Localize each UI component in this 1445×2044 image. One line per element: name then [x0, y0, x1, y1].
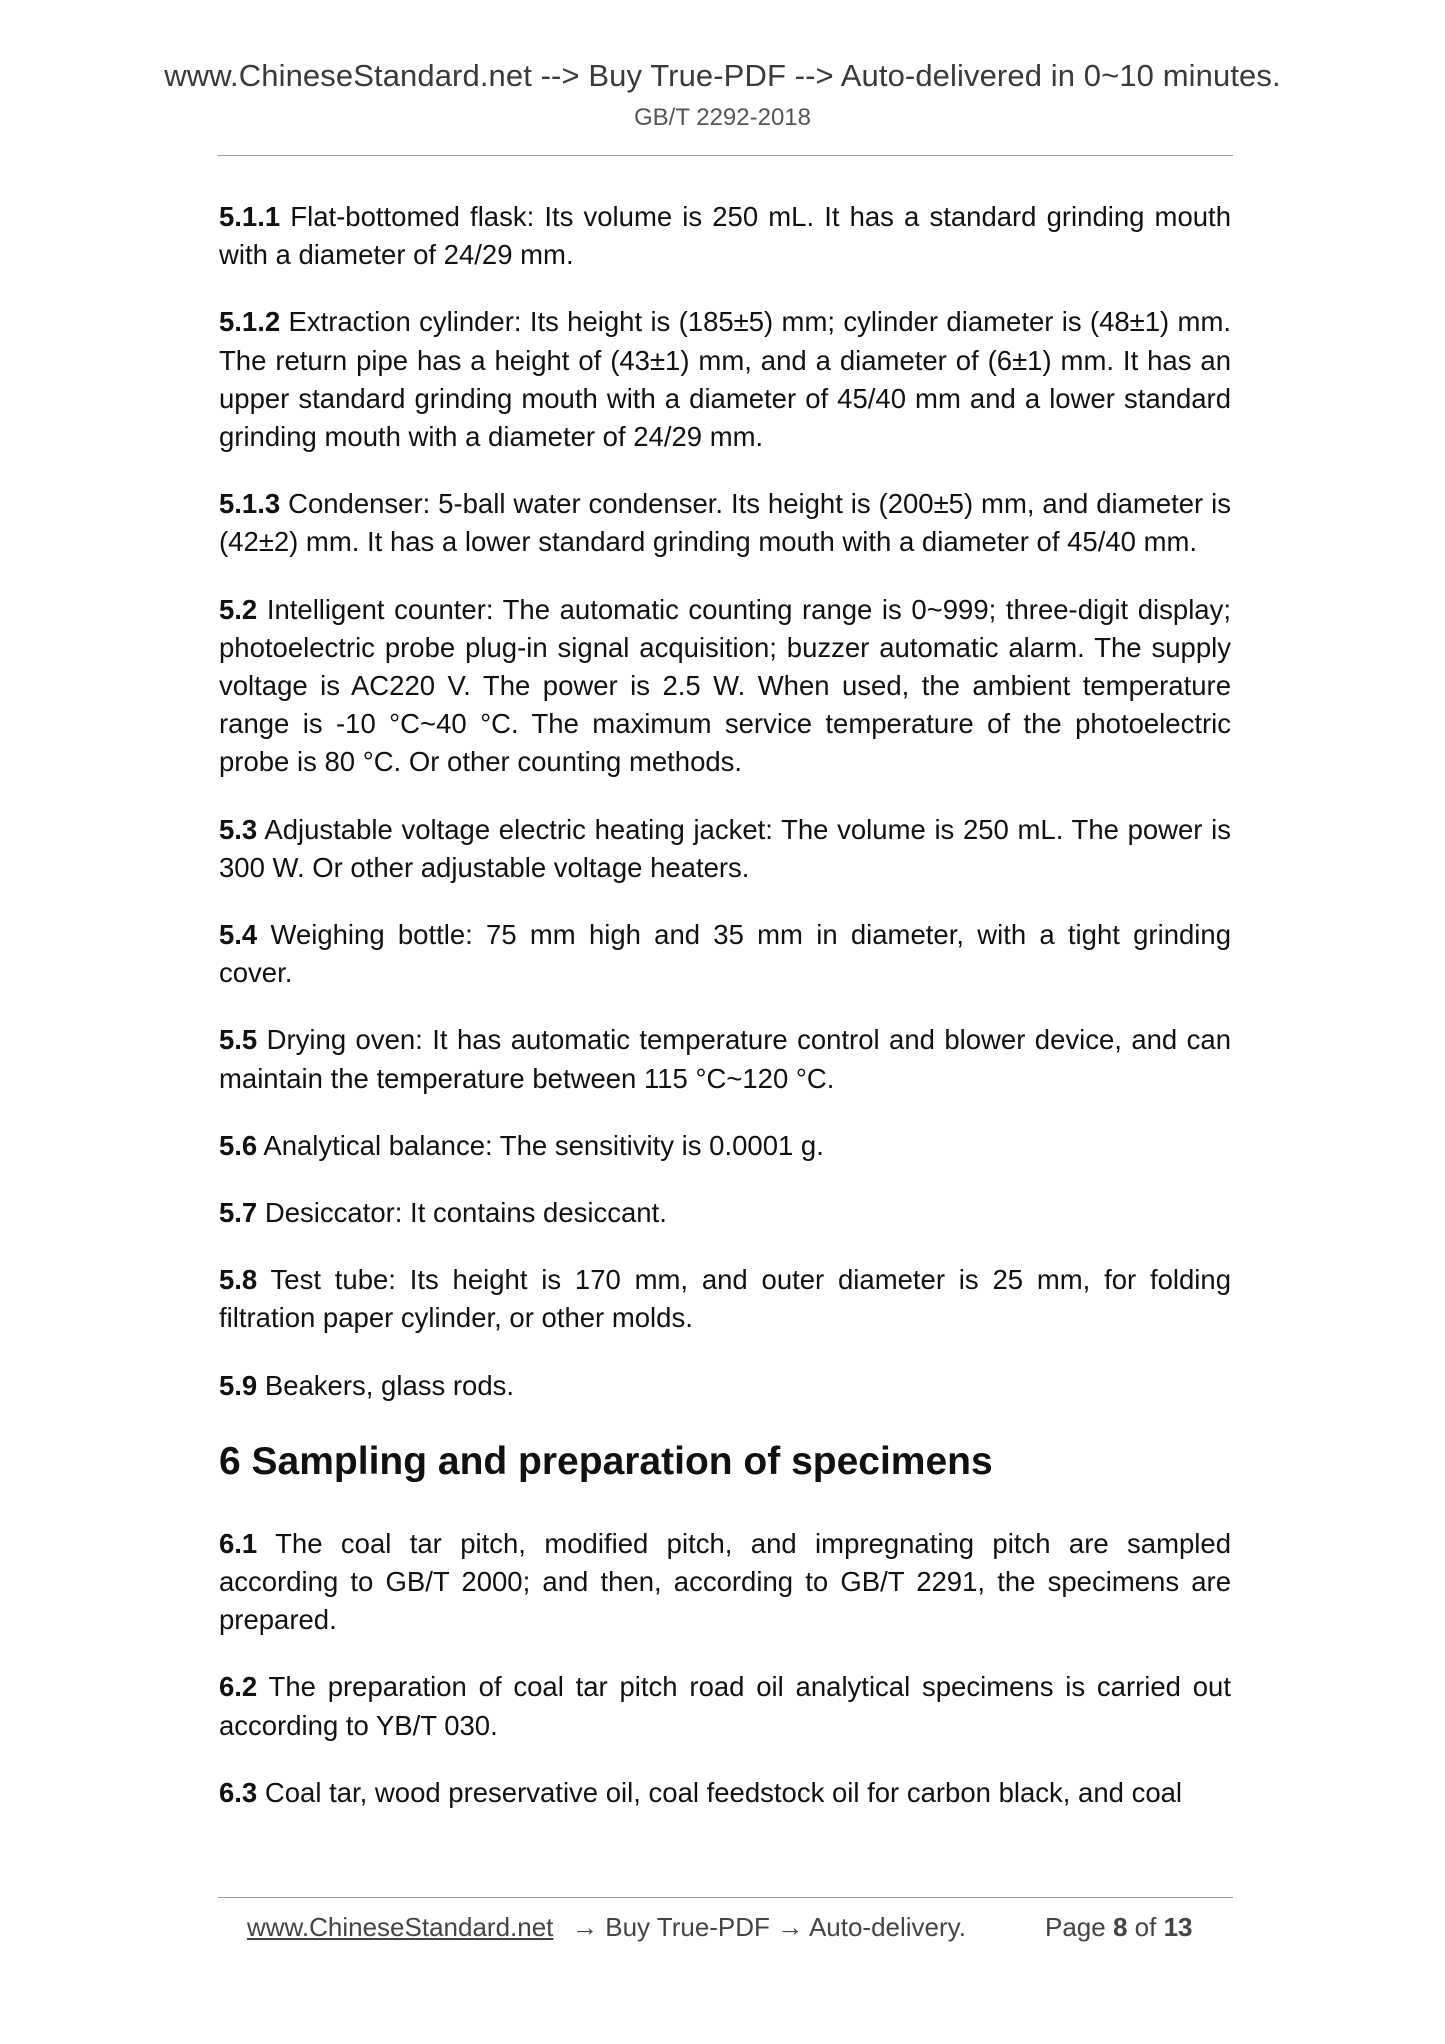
page-total: 13: [1163, 1912, 1193, 1942]
clause-text: Test tube: Its height is 170 mm, and outer diameter is 25 mm, for folding filtration paper cylinder, or other molds.: [219, 1264, 1231, 1334]
clause-6-3: [219, 1774, 1231, 1812]
clause-number: 5.4: [219, 919, 258, 951]
document-body: [219, 198, 1231, 1841]
clause-text: Coal tar, wood preservative oil, coal feedstock oil for carbon black, and coal: [257, 1776, 1183, 1808]
clause-text: Drying oven: It has automatic temperature control and blower device, and can maintain the temperature between 115 °C~120 °C.: [219, 1024, 1231, 1094]
clause-number: 5.8: [219, 1264, 258, 1296]
clause-5-9: [219, 1367, 1231, 1405]
clause-text: Flat-bottomed flask: Its volume is 250 mL. It has a standard grinding mouth with a diameter of 24/29 mm.: [219, 201, 1231, 271]
clause-number: 5.1.1: [219, 201, 281, 232]
clause-text: Adjustable voltage electric heating jacket: The volume is 250 mL. The power is 300 W. Or other adjustable voltage heaters.: [219, 813, 1231, 883]
section-6-heading: 6 Sampling and preparation of specimens: [219, 1439, 993, 1483]
clause-number: 6.2: [219, 1671, 258, 1703]
footer-purchase-text: → Buy True-PDF → Auto-delivery.: [572, 1912, 966, 1942]
clause-text: Extraction cylinder: Its height is (185±5) mm; cylinder diameter is (48±1) mm. The return pipe has a height of (43±1) mm, and a diameter of (6±1) mm. It has an upper standard grinding mouth with a diameter of 45/40 mm and a lower standard grinding mouth with a diameter of 24/29 mm.: [219, 306, 1231, 453]
clause-number: 5.5: [219, 1024, 258, 1056]
clause-5-2: [219, 591, 1231, 782]
clause-text: Weighing bottle: 75 mm high and 35 mm in diameter, with a tight grinding cover.: [219, 919, 1231, 989]
footer-divider: [218, 1897, 1233, 1898]
clause-text: The preparation of coal tar pitch road oil analytical specimens is carried out according to YB/T 030.: [219, 1671, 1231, 1741]
clause-number: 6.1: [219, 1527, 258, 1559]
page-current: 8: [1112, 1912, 1128, 1942]
page-indicator: [1045, 1912, 1192, 1943]
clause-text: Intelligent counter: The automatic counting range is 0~999; three-digit display; photoelectric probe plug-in signal acquisition; buzzer automatic alarm. The supply voltage is AC220 V. The power is 2.5 W. When used, the ambient temperature range is -10 °C~40 °C. The maximum service temperature of the photoelectric probe is 80 °C. Or other counting methods.: [219, 593, 1231, 778]
header-divider: [218, 155, 1233, 156]
footer-site-link[interactable]: www.ChineseStandard.net: [247, 1912, 554, 1942]
clause-5-1-3: [219, 485, 1231, 561]
clause-5-7: [219, 1194, 1231, 1232]
clause-text: Beakers, glass rods.: [257, 1369, 515, 1401]
clause-5-6: [219, 1127, 1231, 1165]
clause-6-2: [219, 1668, 1231, 1744]
clause-text: The coal tar pitch, modified pitch, and impregnating pitch are sampled according to GB/T 2000; and then, according to GB/T 2291, the specimens are prepared.: [219, 1527, 1231, 1636]
page-of-label: of: [1127, 1912, 1164, 1942]
clause-6-1: [219, 1525, 1231, 1640]
clause-number: 5.2: [219, 593, 258, 625]
page-footer: [0, 1900, 1445, 1950]
clause-number: 5.9: [219, 1369, 258, 1401]
clause-text: Analytical balance: The sensitivity is 0.0001 g.: [257, 1129, 824, 1161]
clause-5-4: [219, 916, 1231, 992]
clause-number: 5.1.2: [219, 306, 281, 338]
clause-5-8: [219, 1261, 1231, 1337]
header-banner: www.ChineseStandard.net --> Buy True-PDF --> Auto-delivered in 0~10 minutes.: [164, 58, 1281, 93]
clause-5-5: [219, 1021, 1231, 1097]
clause-number: 5.3: [219, 813, 258, 845]
page-label: Page: [1045, 1912, 1113, 1942]
clause-5-1-1: [219, 198, 1231, 274]
clause-text: Condenser: 5-ball water condenser. Its height is (200±5) mm, and diameter is (42±2) mm. It has a lower standard grinding mouth with a diameter of 45/40 mm.: [219, 488, 1231, 558]
clause-number: 5.7: [219, 1197, 258, 1229]
clause-number: 5.1.3: [219, 488, 281, 520]
clause-5-1-2: [219, 303, 1231, 456]
standard-number: GB/T 2292-2018: [633, 104, 811, 131]
clause-number: 5.6: [219, 1129, 258, 1161]
clause-text: Desiccator: It contains desiccant.: [257, 1197, 667, 1229]
clause-5-3: [219, 811, 1231, 887]
clause-number: 6.3: [219, 1776, 258, 1808]
